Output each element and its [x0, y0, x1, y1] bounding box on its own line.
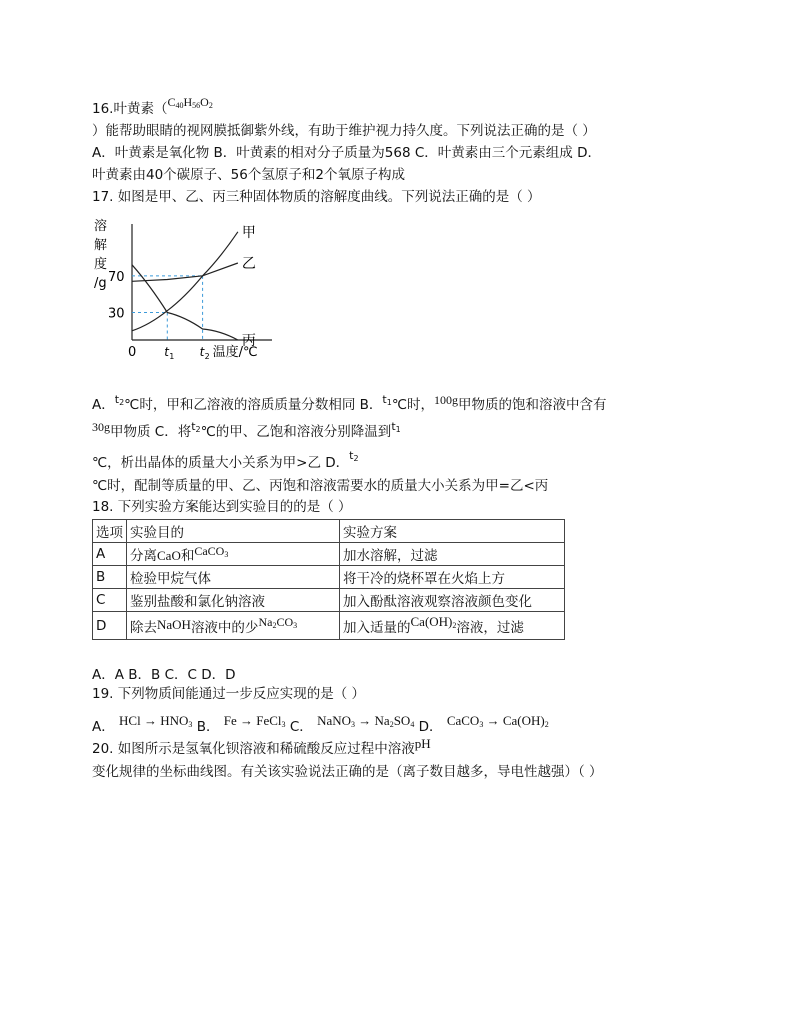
y-tick-label: 70	[108, 269, 125, 285]
y-axis-label-char: 度	[94, 257, 108, 272]
table-header-row	[93, 520, 565, 543]
origin-label: 0	[128, 345, 137, 360]
row-b-goal: 检验甲烷气体	[127, 566, 340, 589]
q19-option-d-formula: CaCO$_3$ → $Ca(OH)_2$	[446, 713, 549, 729]
row-c-goal: 鉴别盐酸和氯化钠溶液	[127, 589, 340, 612]
row-c-plan: 加入酚酞溶液观察溶液颜色变化	[340, 589, 565, 612]
row-a-plan: 加水溶解，过滤	[340, 543, 565, 566]
header-option: 选项	[93, 520, 127, 543]
y-axis-label-char: /g	[94, 276, 107, 291]
q17-t2-c: t2	[191, 420, 201, 434]
row-d-goal-text2: 溶液中的少	[190, 619, 259, 636]
row-d-option: D	[93, 612, 127, 640]
header-plan: 实验方案	[340, 520, 565, 543]
series-line-2	[132, 263, 238, 281]
q20-stem-line2: 变化规律的坐标曲线图。有关该实验说法正确的是（离子数目越多，导电性越强）（ ）	[92, 764, 603, 780]
q17-option-c-start: 甲物质 C．将	[110, 424, 192, 440]
series-label: 乙	[241, 256, 256, 272]
row-d-goal: 除去NaOH溶液中的少$Na_2CO_3$	[127, 612, 340, 640]
q17-t1-c: t1	[391, 420, 401, 434]
row-b-option: B	[93, 566, 127, 589]
q16-options-line1: A．叶黄素是氧化物 B．叶黄素的相对分子质量为568 C．叶黄素由三个元素组成 D．	[92, 145, 601, 161]
q19-option-b-formula: Fe → FeCl$_3$	[223, 713, 286, 729]
row-a-option: A	[93, 543, 127, 566]
q18-answers: A．A B．B C．C D．D	[92, 667, 236, 683]
q16-stem-line1	[92, 95, 213, 122]
q17-mass-30: 30g	[92, 420, 110, 434]
row-d-plan-text2: 溶液，过滤	[456, 619, 524, 636]
q17-mass-100: 100g	[433, 393, 458, 407]
q17-option-b-text1: ℃时，	[391, 397, 434, 413]
x-tick-subscript: 2	[204, 352, 210, 361]
q19-option-a-label: A．	[92, 719, 115, 735]
series-line-3	[132, 265, 238, 340]
q18-stem: 18. 下列实验方案能达到实验目的的是（ ）	[92, 499, 352, 515]
q20-stem-text: 20. 如图所示是氢氧化钡溶液和稀硫酸反应过程中溶液	[92, 741, 415, 757]
q17-t1-b: t1	[382, 393, 392, 407]
q19-option-c-formula: NaNO$_3$ → $Na_2SO_4$	[317, 713, 415, 729]
q16-options-line2: 叶黄素由40个碳原子、56个氢原子和2个氧原子构成	[92, 167, 405, 183]
q17-stem: 17. 如图是甲、乙、丙三种固体物质的溶解度曲线。下列说法正确的是（ ）	[92, 189, 541, 205]
row-d-plan: 加入适量的$Ca(OH)_2$溶液，过滤	[340, 612, 565, 640]
row-a-goal-and: 和	[180, 548, 195, 564]
q17-option-b-text2: 甲物质的饱和溶液中含有	[457, 397, 607, 413]
solubility-chart	[92, 216, 272, 376]
y-axis-label-char: 解	[94, 238, 108, 253]
q17-options-line1	[92, 393, 607, 418]
q17-t2-d: t2	[349, 449, 359, 463]
x-tick-label: t	[164, 345, 170, 359]
row-a-goal: 分离CaO和CaCO$_3$	[127, 543, 340, 566]
q20-stem-line1	[92, 736, 431, 758]
series-label: 甲	[241, 224, 256, 241]
q16-formula: $C_{40}H_{56}O_2$	[167, 95, 213, 110]
q17-options-line3	[92, 449, 359, 476]
y-tick-label: 30	[108, 306, 125, 322]
row-d-goal-text: 除去	[130, 619, 157, 636]
row-a-goal-text: 分离	[130, 548, 157, 564]
row-b-plan: 将干冷的烧杯罩在火焰上方	[340, 566, 565, 589]
x-tick-subscript: 1	[169, 352, 175, 361]
x-axis-label: 温度/℃	[212, 345, 258, 360]
q17-option-c-end: ℃，析出晶体的质量大小关系为甲>乙 D．	[92, 455, 350, 471]
row-d-plan-text: 加入适量的	[343, 619, 411, 636]
q17-option-a-text: ℃时，甲和乙溶液的溶质质量分数相同 B．	[124, 397, 383, 413]
series-line-1	[132, 232, 238, 331]
q16-stem-start: 16.叶黄素（	[92, 101, 168, 117]
y-axis-label-char: 溶	[94, 219, 108, 234]
q17-options-line2	[92, 420, 401, 445]
q20-ph: pH	[414, 736, 431, 751]
q19-option-d-label: D．	[418, 719, 443, 735]
table-row	[93, 543, 565, 566]
table-row	[93, 612, 565, 640]
q17-option-a-label: A．	[92, 397, 115, 413]
row-c-option: C	[93, 589, 127, 612]
q19-stem: 19. 下列物质间能通过一步反应实现的是（ ）	[92, 686, 366, 702]
q17-options-line4: ℃时，配制等质量的甲、乙、丙饱和溶液需要水的质量大小关系为甲=乙<丙	[92, 478, 549, 494]
q18-table	[92, 519, 565, 640]
q17-option-c-text: ℃的甲、乙饱和溶液分别降温到	[200, 424, 392, 440]
q16-stem-line2: ）能帮助眼睛的视网膜抵御紫外线，有助于维护视力持久度。下列说法正确的是（ ）	[92, 123, 596, 139]
q19-options	[92, 712, 549, 734]
header-goal: 实验目的	[127, 520, 340, 543]
q19-option-b-label: B．	[196, 719, 220, 735]
q19-option-a-formula: HCl → $HNO_3$	[119, 713, 193, 729]
q19-option-c-label: C．	[289, 719, 313, 735]
table-row	[93, 566, 565, 589]
x-tick-label: t	[199, 345, 205, 359]
series-label: 丙	[241, 333, 256, 349]
table-row	[93, 589, 565, 612]
q17-t2-a: t2	[114, 393, 125, 407]
